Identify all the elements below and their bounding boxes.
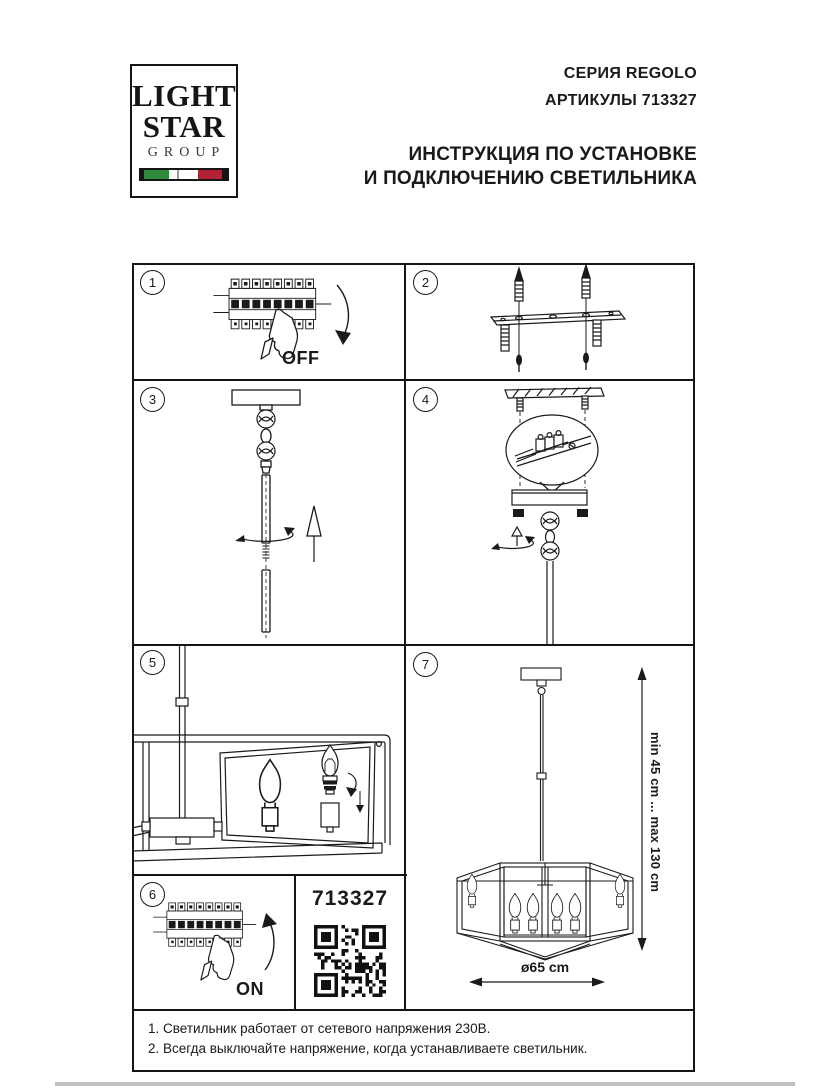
diameter-dimension-label: ø65 cm bbox=[520, 959, 570, 975]
magnifier-balloon bbox=[506, 415, 598, 493]
step-panel-1 bbox=[132, 263, 405, 380]
height-dimension-label: min 45 cm ... max 130 cm bbox=[648, 731, 663, 893]
rotate-up-arrow-icon bbox=[265, 921, 274, 970]
chain-link-icon bbox=[541, 512, 559, 530]
rod bbox=[547, 561, 553, 645]
logo-word-light: LIGHT bbox=[132, 78, 237, 113]
canopy-bar-icon bbox=[512, 490, 587, 505]
grid-line bbox=[132, 263, 134, 1072]
up-arrow-icon bbox=[512, 527, 522, 546]
wall-anchor-icon bbox=[515, 268, 523, 301]
grid-line bbox=[132, 874, 407, 876]
candle-bulb-icon bbox=[467, 874, 477, 907]
chain-link-icon bbox=[257, 442, 275, 460]
wall-anchor-icon bbox=[582, 265, 590, 298]
page-title: ИНСТРУКЦИЯ ПО УСТАНОВКЕ И ПОДКЛЮЧЕНИЮ СВЕТИЛЬНИКА bbox=[363, 144, 697, 189]
step-number-badge: 7 bbox=[413, 652, 438, 677]
step-number-badge: 1 bbox=[140, 270, 165, 295]
candle-bulb-icon bbox=[551, 893, 563, 933]
hex-cage bbox=[457, 863, 633, 960]
ceiling-canopy-icon bbox=[232, 390, 300, 405]
logo-word-group: GROUP bbox=[147, 145, 226, 160]
qr-code bbox=[314, 925, 386, 997]
step-number-badge: 3 bbox=[140, 387, 165, 412]
footer-notes bbox=[132, 1010, 695, 1072]
frame-bottom-rail bbox=[132, 843, 382, 861]
nut-icon bbox=[577, 509, 588, 517]
candle-bulb-icon bbox=[527, 893, 539, 933]
series-label: СЕРИЯ REGOLO bbox=[563, 65, 697, 82]
grid-line bbox=[294, 875, 296, 1011]
step-panel-3 bbox=[132, 380, 405, 645]
header-series-block bbox=[545, 60, 697, 114]
italian-flag-bar bbox=[139, 168, 229, 181]
breaker-off-illustration bbox=[132, 263, 405, 380]
ceiling-plate-icon bbox=[521, 668, 561, 680]
screw-in-arrow-icon bbox=[346, 773, 364, 813]
rotation-arrow-icon bbox=[235, 527, 295, 542]
mounting-bracket-illustration bbox=[405, 263, 695, 380]
circuit-breaker-icon bbox=[213, 279, 331, 329]
diameter-dimension-arrow bbox=[469, 978, 605, 987]
candle-bulb-icon bbox=[260, 760, 281, 832]
step-panel-2 bbox=[405, 263, 695, 380]
logo-word-star: STAR bbox=[142, 109, 226, 144]
candle-bulb-icon bbox=[615, 874, 625, 907]
bulb-installation-illustration bbox=[132, 645, 405, 875]
grid-line bbox=[132, 379, 695, 381]
note-1: 1. Светильник работает от сетевого напряжения 230В. bbox=[148, 1021, 491, 1036]
chain-link-icon bbox=[541, 542, 559, 560]
lightstar-logo bbox=[130, 64, 238, 198]
on-label: ON bbox=[236, 979, 264, 999]
off-label: OFF bbox=[282, 348, 320, 368]
articles-label: АРТИКУЛЫ 713327 bbox=[544, 92, 697, 109]
breaker-on-illustration bbox=[132, 875, 295, 1010]
grid-line bbox=[693, 263, 695, 1072]
rod bbox=[180, 645, 186, 698]
circuit-breaker-icon bbox=[153, 903, 256, 946]
article-number: 713327 bbox=[311, 887, 389, 910]
grid-line bbox=[132, 1070, 695, 1072]
grid-line bbox=[132, 263, 695, 265]
nut-icon bbox=[513, 509, 524, 517]
threaded-stud-icon bbox=[517, 396, 588, 411]
rotation-arrow-icon bbox=[491, 536, 535, 550]
step-panel-7 bbox=[405, 645, 695, 1010]
step-number-badge: 6 bbox=[140, 882, 165, 907]
grid-line bbox=[132, 1009, 695, 1011]
step-number-badge: 2 bbox=[413, 270, 438, 295]
rod-assembly-illustration bbox=[132, 380, 405, 645]
step-number-badge: 4 bbox=[413, 387, 438, 412]
height-dimension-arrow bbox=[638, 667, 647, 951]
qr-cell bbox=[295, 875, 405, 1010]
rotate-down-arrow-icon bbox=[337, 285, 348, 335]
center-hub bbox=[150, 818, 214, 837]
grid-line bbox=[132, 644, 695, 646]
screw-icon bbox=[516, 353, 589, 373]
candle-bulb-icon bbox=[569, 893, 581, 933]
chain-link-icon bbox=[257, 410, 275, 428]
candle-bulb-icon bbox=[509, 893, 521, 933]
step-panel-4 bbox=[405, 380, 695, 645]
up-arrow-icon bbox=[307, 506, 321, 562]
candle-bulb-filament-icon bbox=[321, 745, 339, 832]
note-2: 2. Всегда выключайте напряжение, когда устанавливаете светильник. bbox=[148, 1041, 588, 1056]
grid-line bbox=[404, 263, 406, 1011]
step-panel-6 bbox=[132, 875, 295, 1010]
scan-edge-shadow bbox=[55, 1082, 795, 1086]
step-number-badge: 5 bbox=[140, 650, 165, 675]
wiring-illustration bbox=[405, 380, 695, 645]
step-panel-5 bbox=[132, 645, 405, 875]
